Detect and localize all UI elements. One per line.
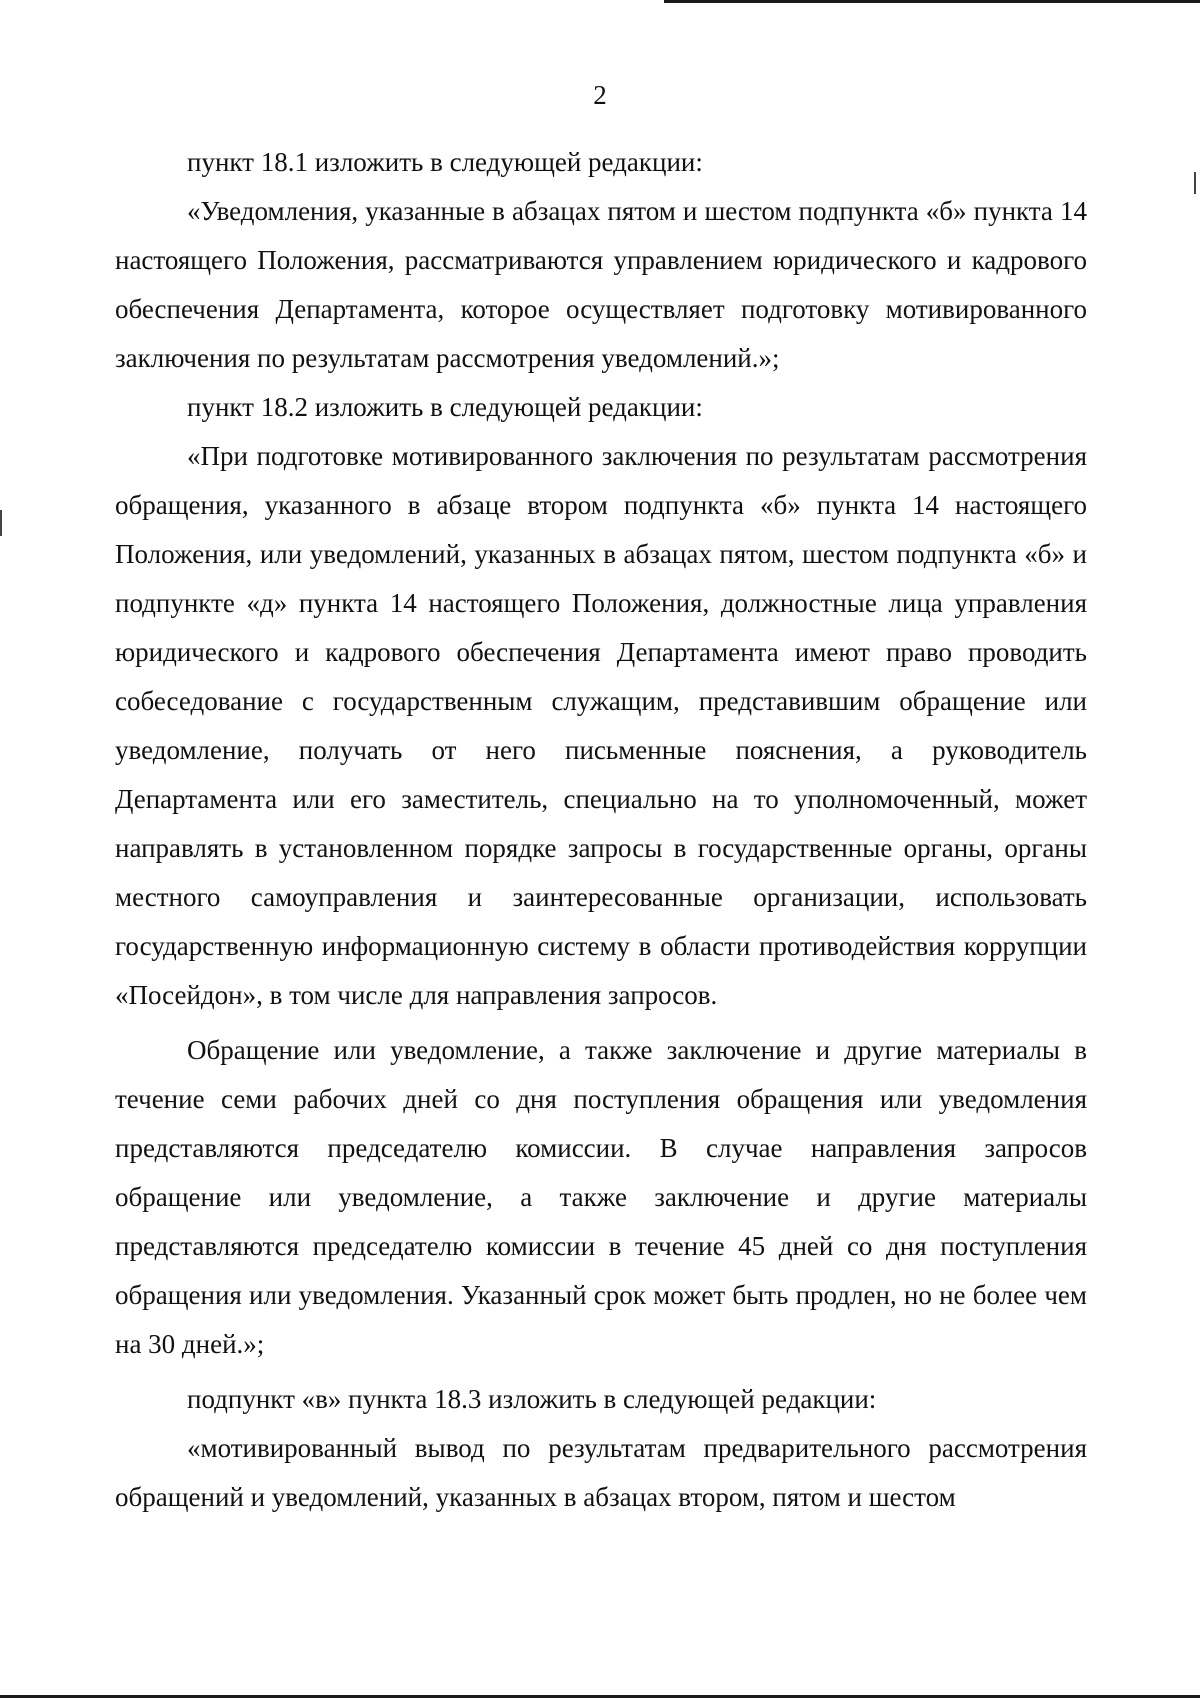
paragraph-18-1-text: «Уведомления, указанные в абзацах пятом и шестом подпункта «б» пункта 14 настоящего Положения, рассматриваются управлением юридического и кадрового обеспечения Департамента, которое осуществляет подготовку мотивированного заключения по результатам рассмотрения уведомлений.»;	[115, 196, 1087, 373]
paragraph-18-3-heading: подпункт «в» пункта 18.3 изложить в следующей редакции:	[187, 1384, 877, 1414]
paragraph-appeal-terms: Обращение или уведомление, а также заключение и другие материалы в течение семи рабочих дней со дня поступления обращения или уведомления представляются председателю комиссии. В случае направления запросов обращение или уведомление, а также заключение и другие материалы представляются председателю комиссии в течение 45 дней со дня поступления обращения или уведомления. Указанный срок может быть продлен, но не более чем на 30 дней.»;	[115, 1035, 1087, 1359]
page-number: 2	[593, 80, 607, 110]
scan-edge-top	[664, 0, 1200, 3]
scan-mark-left	[0, 510, 2, 536]
paragraph-18-2-text: «При подготовке мотивированного заключения по результатам рассмотрения обращения, указанного в абзаце втором подпункта «б» пункта 14 настоящего Положения, или уведомлений, указанных в абзацах пятом, шестом подпункта «б» и подпункте «д» пункта 14 настоящего Положения, должностные лица управления юридического и кадрового обеспечения Департамента имеют право проводить собеседование с государственным служащим, представившим обращение или уведомление, получать от него письменные пояснения, а руководитель Департамента или его заместитель, специально на то уполномоченный, может направлять в установленном порядке запросы в государственные органы, органы местного самоуправления и заинтересованные организации, использовать государственную информационную систему в области противодействия коррупции «Посейдон», в том числе для направления запросов.	[115, 441, 1087, 1010]
paragraph-18-3-text: «мотивированный вывод по результатам предварительного рассмотрения обращений и уведомлений, указанных в абзацах втором, пятом и шестом	[115, 1433, 1087, 1512]
document-body	[115, 138, 1087, 1522]
paragraph-18-2-heading: пункт 18.2 изложить в следующей редакции:	[187, 392, 703, 422]
scan-mark-right	[1194, 172, 1196, 194]
paragraph-18-1-heading: пункт 18.1 изложить в следующей редакции:	[187, 147, 703, 177]
